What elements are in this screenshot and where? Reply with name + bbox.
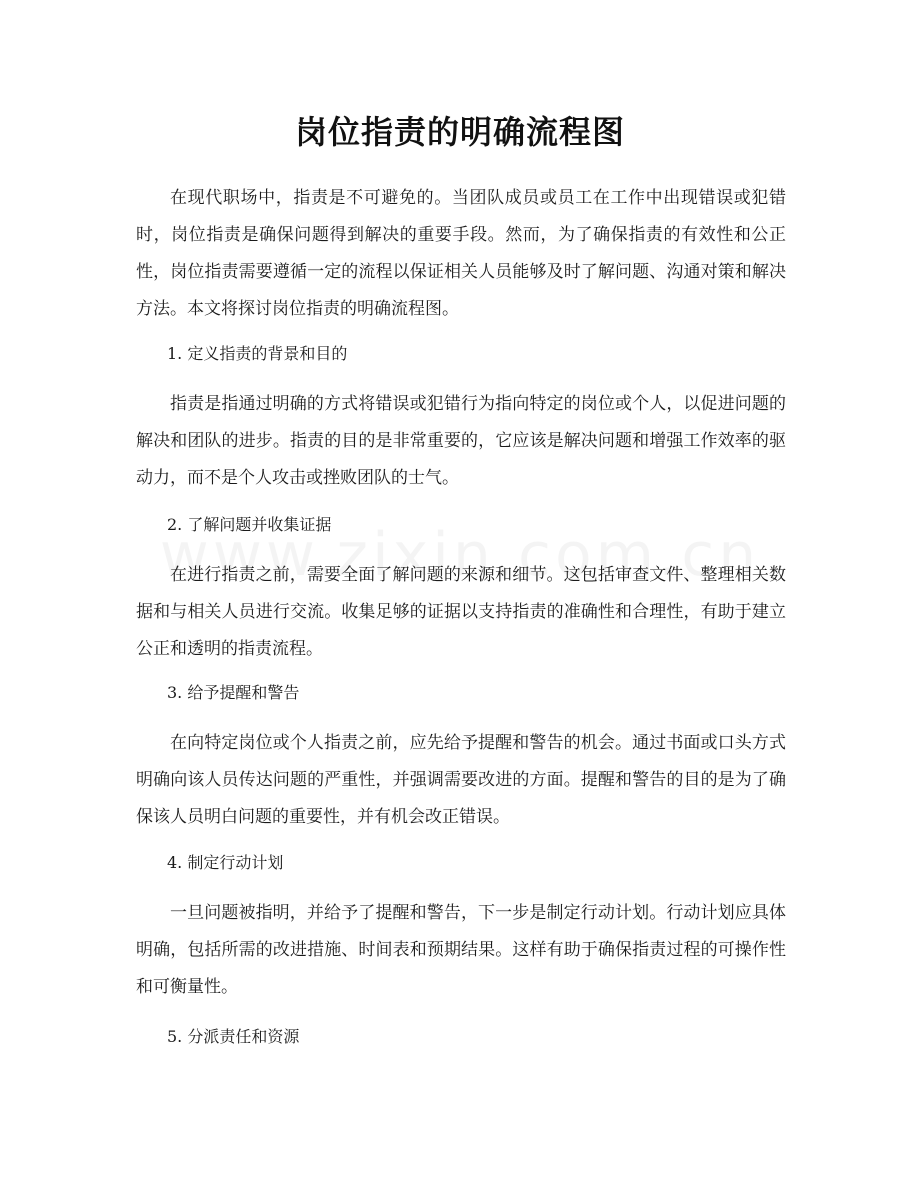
section-body-1: 指责是指通过明确的方式将错误或犯错行为指向特定的岗位或个人，以促进问题的解决和团队的进步。指责的目的是非常重要的，它应该是解决问题和增强工作效率的驱动力，而不是个人攻击或挫败团队的士气。 xyxy=(136,394,786,488)
intro-paragraph: 在现代职场中，指责是不可避免的。当团队成员或员工在工作中出现错误或犯错时，岗位指责是确保问题得到解决的重要手段。然而，为了确保指责的有效性和公正性，岗位指责需要遵循一定的流程以保证相关人员能够及时了解问题、沟通对策和解决方法。本文将探讨岗位指责的明确流程图。 xyxy=(136,188,786,319)
section-heading-2: 2. 了解问题并收集证据 xyxy=(167,515,332,534)
section-body-4: 一旦问题被指明，并给予了提醒和警告，下一步是制定行动计划。行动计划应具体明确，包括所需的改进措施、时间表和预期结果。这样有助于确保指责过程的可操作性和可衡量性。 xyxy=(136,903,786,997)
section-heading-4: 4. 制定行动计划 xyxy=(167,853,284,872)
section-heading-1: 1. 定义指责的背景和目的 xyxy=(167,344,348,363)
section-heading-5: 5. 分派责任和资源 xyxy=(167,1027,300,1046)
section-body-2: 在进行指责之前，需要全面了解问题的来源和细节。这包括审查文件、整理相关数据和与相关人员进行交流。收集足够的证据以支持指责的准确性和合理性，有助于建立公正和透明的指责流程。 xyxy=(136,565,786,659)
section-heading-3: 3. 给予提醒和警告 xyxy=(167,683,300,702)
document-title: 岗位指责的明确流程图 xyxy=(294,113,625,151)
section-body-3: 在向特定岗位或个人指责之前，应先给予提醒和警告的机会。通过书面或口头方式明确向该人员传达问题的严重性，并强调需要改进的方面。提醒和警告的目的是为了确保该人员明白问题的重要性，并有机会改正错误。 xyxy=(136,733,786,827)
